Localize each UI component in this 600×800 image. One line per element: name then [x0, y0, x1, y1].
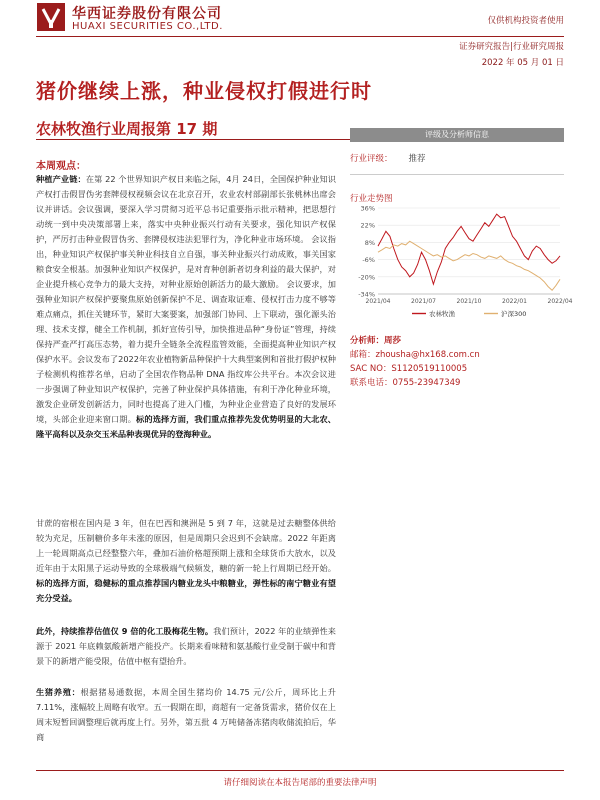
- analyst-email: 邮箱：zhousha@hx168.com.cn: [350, 350, 480, 360]
- paragraph-body: 我们预计，2022 年的业绩弹性来源于 2021 年底赖氨酸新增产能投产。长期来看味精和氨基酸行业受制于碳中和背景下的新增产能受限，估值中枢有望抬升。: [36, 626, 336, 666]
- x-tick-label: 2021/07: [411, 298, 436, 305]
- y-tick-label: 36%: [360, 204, 375, 213]
- industry-rating: [350, 152, 564, 164]
- paragraph-lead: 种植产业链：: [36, 174, 86, 184]
- sidebar-divider: [350, 174, 564, 175]
- paragraph-highlight: 标的选择方面，稳健标的重点推荐国内糖业龙头中粮糖业，弹性标的南宁糖业有望充分受益。: [36, 578, 336, 603]
- huaxi-logo-icon: [36, 2, 66, 32]
- trend-chart-svg: [352, 202, 573, 324]
- legal-notice: 请仔细阅读在本报告尾部的重要法律声明: [223, 778, 377, 788]
- legend-label: 农林牧渔: [429, 310, 455, 318]
- y-tick-label: -20%: [358, 273, 375, 282]
- analyst-sac: SAC NO：S1120519110005: [350, 364, 468, 374]
- report-date: 2022 年 05 月 01 日: [481, 58, 564, 68]
- y-tick-label: -34%: [358, 290, 375, 299]
- series-line: [378, 241, 560, 290]
- section-title: 本周观点：: [36, 161, 86, 172]
- report-subtitle: 农林牧渔行业周报第 17 期: [36, 120, 218, 138]
- paragraph-seed-industry: [36, 172, 336, 442]
- rating-label: 行业评级：: [350, 154, 393, 164]
- report-type: 证券研究报告|行业研究周报: [459, 42, 564, 52]
- paragraph-lead: 生猪养殖：: [36, 687, 81, 697]
- company-name-cn: 华西证券股份有限公司: [72, 6, 222, 22]
- company-name-en: HUAXI SECURITIES CO.,LTD.: [72, 21, 223, 32]
- paragraph-meihua: [36, 624, 336, 669]
- x-tick-label: 2022/01: [502, 298, 527, 305]
- paragraph-sugar: [36, 516, 336, 606]
- paragraph-highlight: 标的选择方面，我们重点推荐先发优势明显的大北农、隆平高科以及杂交玉米品种表现优异的登海种业。: [36, 414, 336, 439]
- analyst-name: 分析师：周莎: [350, 336, 402, 346]
- paragraph-body: 甘蔗的宿根在国内是 3 年，但在巴西和澳洲是 5 到 7 年，这就是过去糖整体供给较为充足，压制糖价多年未涨的原因，但是周期只会迟到不会缺席。2022 年距离上一轮周期高点已经整整六年，叠加石油价格超预期上涨和全球货币大放水，以及近年由于太阳黑子运动导致的全球极端气候频发，糖的新一轮上行周期已经开始。: [36, 518, 336, 573]
- x-tick-label: 2022/04: [547, 298, 573, 305]
- paragraph-hog: [36, 685, 336, 745]
- y-tick-label: -6%: [362, 256, 375, 265]
- y-tick-label: 8%: [364, 238, 375, 247]
- analyst-info: [350, 334, 564, 390]
- paragraph-body: 在第 22 个世界知识产权日来临之际，4月 24日，全国保护种业知识产权打击假冒伪劣套牌侵权视频会议在北京召开，农业农村部副部长张桃林出席会议并讲话。会议强调，要深入学习贯彻习近平总书记重要指示批示精神，把思想行动统一到中央决策部署上来，落实中央种业振兴行动有关要求，强化知识产权保护，严厉打击种业假冒伪劣、套牌侵权违法犯罪行为，净化种业市场环境。 会议指出，种业知识产权保护事关种业科技自立自强，事关种业振兴行动成败，事关国家粮食安全根基。加强种业知识产权保护，是对育种创新者切身利益的最大保护，对企业提升核心竞争力的最大支持，对种业原始创新活力的最大激励。 会议要求，加强种业知识产权保护要聚焦原始创新保护不足、调查取证难、侵权打击力度不够等难点痛点，抓住关键环节，紧盯大案要案，加强部门协同、上下联动，强化源头治理、技术支撑，健全工作机制，抓好宣传引导，加快推进品种“身份证”管理，持续保持严查严打高压态势，着力提升全链条全流程监管效能，全面提高种业知识产权保护水平。会议发布了2022年农业植物新品种保护十大典型案例和首批打假护权种子检测机构推荐名单，启动了全国农作物品种 DNA 指纹库公共平台。本次会议进一步强调了种业知识产权保护，完善了种业保护具体措施，有利于净化种业环境，激发企业研发创新活力，同时也提高了进入门槛，为种业企业营造了良好的发展环境，头部企业迎来窗口期。: [36, 174, 336, 424]
- footer-divider: [36, 770, 564, 771]
- x-tick-label: 2021/10: [456, 298, 482, 305]
- rating-value: 推荐: [408, 154, 426, 164]
- audience-note: 仅供机构投资者使用: [487, 16, 564, 26]
- analyst-phone: 联系电话：0755-23947349: [350, 378, 461, 388]
- x-tick-label: 2021/04: [365, 298, 391, 305]
- paragraph-lead: 此外，持续推荐估值仅 9 倍的化工股梅花生物。: [36, 626, 214, 636]
- legend-label: 沪深300: [501, 310, 527, 318]
- trend-chart-title: 行业走势图: [350, 194, 393, 204]
- header-divider: [36, 36, 564, 37]
- sidebar-header: 评级及分析师信息: [350, 128, 564, 142]
- page-title: 猪价继续上涨，种业侵权打假进行时: [36, 79, 372, 103]
- industry-trend-chart: [352, 202, 573, 324]
- y-tick-label: 22%: [360, 221, 375, 230]
- paragraph-body: 根据猪易通数据，本周全国生猪均价 14.75 元/公斤，周环比上升 7.11%，涨幅较上周略有收窄。五一假期在即，商超有一定备货需求，猪价仅在上周末短暂回调整理后就再度上行。另外，第五批 4 万吨储备冻猪肉收储流拍后，华商: [36, 687, 336, 742]
